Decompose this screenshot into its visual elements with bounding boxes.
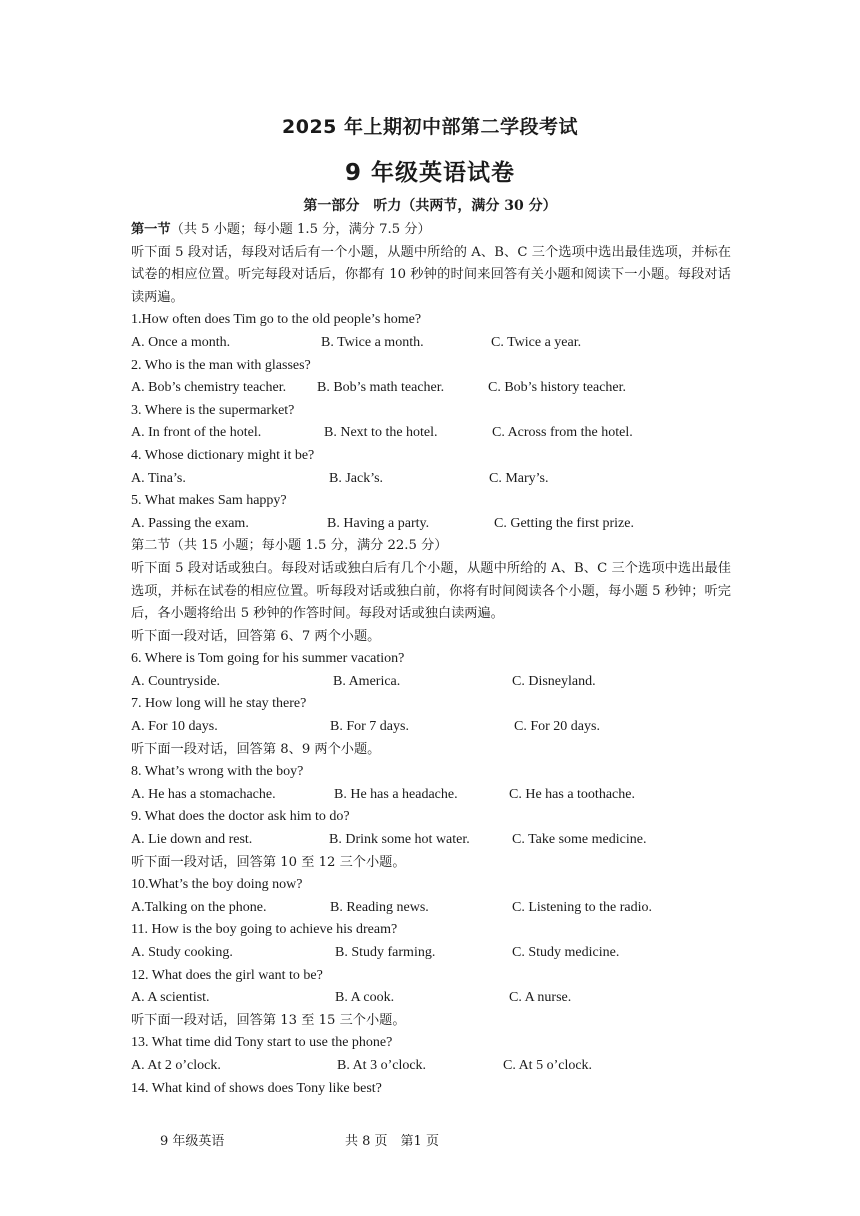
question-options-6 [131,671,731,694]
option-c: C. At 5 o’clock. [503,1057,593,1073]
page-title: 2025 年上期初中部第二学段考试 [282,116,578,138]
option-b: B. Next to the hotel. [324,425,438,441]
option-a: A. A scientist. [131,990,210,1006]
section1-label: 第一节 [131,222,171,237]
question-stem-14: 14. What kind of shows does Tony like best? [131,1080,382,1096]
option-a: A. Countryside. [131,673,221,689]
option-c: C. Twice a year. [491,334,582,350]
option-a: A. Once a month. [131,334,231,350]
option-a: A. Tina’s. [131,470,186,486]
option-c: C. He has a toothache. [509,786,635,802]
option-c: C. Across from the hotel. [492,425,633,441]
question-stem-13: 13. What time did Tony start to use the phone? [131,1035,393,1051]
question-stem-10: 10.What’s the boy doing now? [131,877,303,893]
option-b: B. Drink some hot water. [329,832,470,848]
option-c: C. For 20 days. [514,719,600,735]
section1-instructions: 听下面 5 段对话，每段对话后有一个小题，从题中所给的 A、B、C 三个选项中选出最佳选项，并标在试卷的相应位置。听完每段对话后，你都有 10 秒钟的时间来回答有关小题和阅读下一小题。每段对话读两遍。 [131,244,731,305]
footer-subject: 9 年级英语 [160,1134,225,1149]
option-b: B. Study farming. [335,945,436,960]
question-stem-11: 11. How is the boy going to achieve his dream? [131,922,398,938]
option-b: B. America. [333,673,401,689]
exam-content [131,219,731,1100]
option-c: C. Bob’s history teacher. [488,380,627,396]
option-b: B. At 3 o’clock. [337,1057,427,1073]
question-stem-3: 3. Where is the supermarket? [131,402,295,418]
dialogue-note: 听下面一段对话，回答第 10 至 12 三个小题。 [131,854,406,870]
part-heading: 第一部分 听力（共两节，满分 30 分） [303,198,557,214]
option-a: A. In front of the hotel. [131,425,262,441]
question-stem-2: 2. Who is the man with glasses? [131,357,311,373]
option-b: B. Jack’s. [329,470,384,486]
paper-subtitle: 9 年级英语试卷 [344,160,515,186]
question-options-9 [131,829,731,852]
option-a: A.Talking on the phone. [131,899,267,915]
option-a: A. At 2 o’clock. [131,1057,221,1073]
option-a: A. Study cooking. [131,945,233,960]
section1-heading-text: （共 5 小题；每小题 1.5 分，满分 7.5 分） [170,222,431,237]
option-b: B. He has a headache. [334,786,458,802]
option-b: B. Bob’s math teacher. [317,380,445,396]
question-options-7 [131,716,731,739]
question-options-1 [131,332,731,355]
question-options-11 [131,942,731,965]
option-c: C. Mary’s. [489,470,549,486]
question-options-4 [131,468,731,491]
dialogue-note: 听下面一段对话，回答第 13 至 15 三个小题。 [131,1012,406,1028]
option-c: C. A nurse. [509,990,572,1006]
option-c: C. Listening to the radio. [512,899,652,915]
question-stem-6: 6. Where is Tom going for his summer vacation? [131,651,405,667]
option-b: B. For 7 days. [330,719,409,735]
question-stem-8: 8. What’s wrong with the boy? [131,764,304,780]
question-options-5 [131,513,731,536]
option-a: A. For 10 days. [131,719,218,735]
dialogue-note: 听下面一段对话，回答第 8、9 两个小题。 [131,741,381,757]
option-c: C. Disneyland. [512,673,596,689]
question-options-3 [131,422,731,445]
section2-heading: 第二节（共 15 小题；每小题 1.5 分，满分 22.5 分） [131,538,448,554]
question-stem-5: 5. What makes Sam happy? [131,493,287,509]
section1-heading [131,219,731,242]
option-a: A. Bob’s chemistry teacher. [131,380,287,396]
dialogue-note: 听下面一段对话，回答第 6、7 两个小题。 [131,628,381,644]
option-c: C. Getting the first prize. [494,515,634,531]
question-stem-4: 4. Whose dictionary might it be? [131,447,315,463]
question-stem-12: 12. What does the girl want to be? [131,967,323,983]
option-a: A. Passing the exam. [131,515,249,531]
option-b: B. Twice a month. [321,334,424,350]
question-stem-7: 7. How long will he stay there? [131,696,307,712]
option-a: A. Lie down and rest. [131,832,253,848]
section2-instructions: 听下面 5 段对话或独白。每段对话或独白后有几个小题，从题中所给的 A、B、C 三个选项中选出最佳选项，并标在试卷的相应位置。听每段对话或独白前，你将有时间阅读各个小题，每小题 5 秒钟；听完后，各小题将给出 5 秒钟的作答时间。每段对话或独白读两遍。 [131,560,731,622]
option-b: B. Having a party. [327,515,430,531]
question-options-13 [131,1055,731,1078]
question-options-10 [131,897,731,920]
question-options-8 [131,784,731,807]
question-options-2 [131,377,731,400]
option-a: A. He has a stomachache. [131,786,276,802]
option-c: C. Take some medicine. [512,832,647,848]
question-stem-1: 1.How often does Tim go to the old people’s home? [131,312,422,328]
option-b: B. A cook. [335,990,395,1006]
option-c: C. Study medicine. [512,945,620,960]
question-stem-9: 9. What does the doctor ask him to do? [131,809,350,825]
question-options-12 [131,987,731,1010]
footer-page-number: 共 8 页 第1 页 [345,1134,439,1149]
option-b: B. Reading news. [330,899,429,915]
